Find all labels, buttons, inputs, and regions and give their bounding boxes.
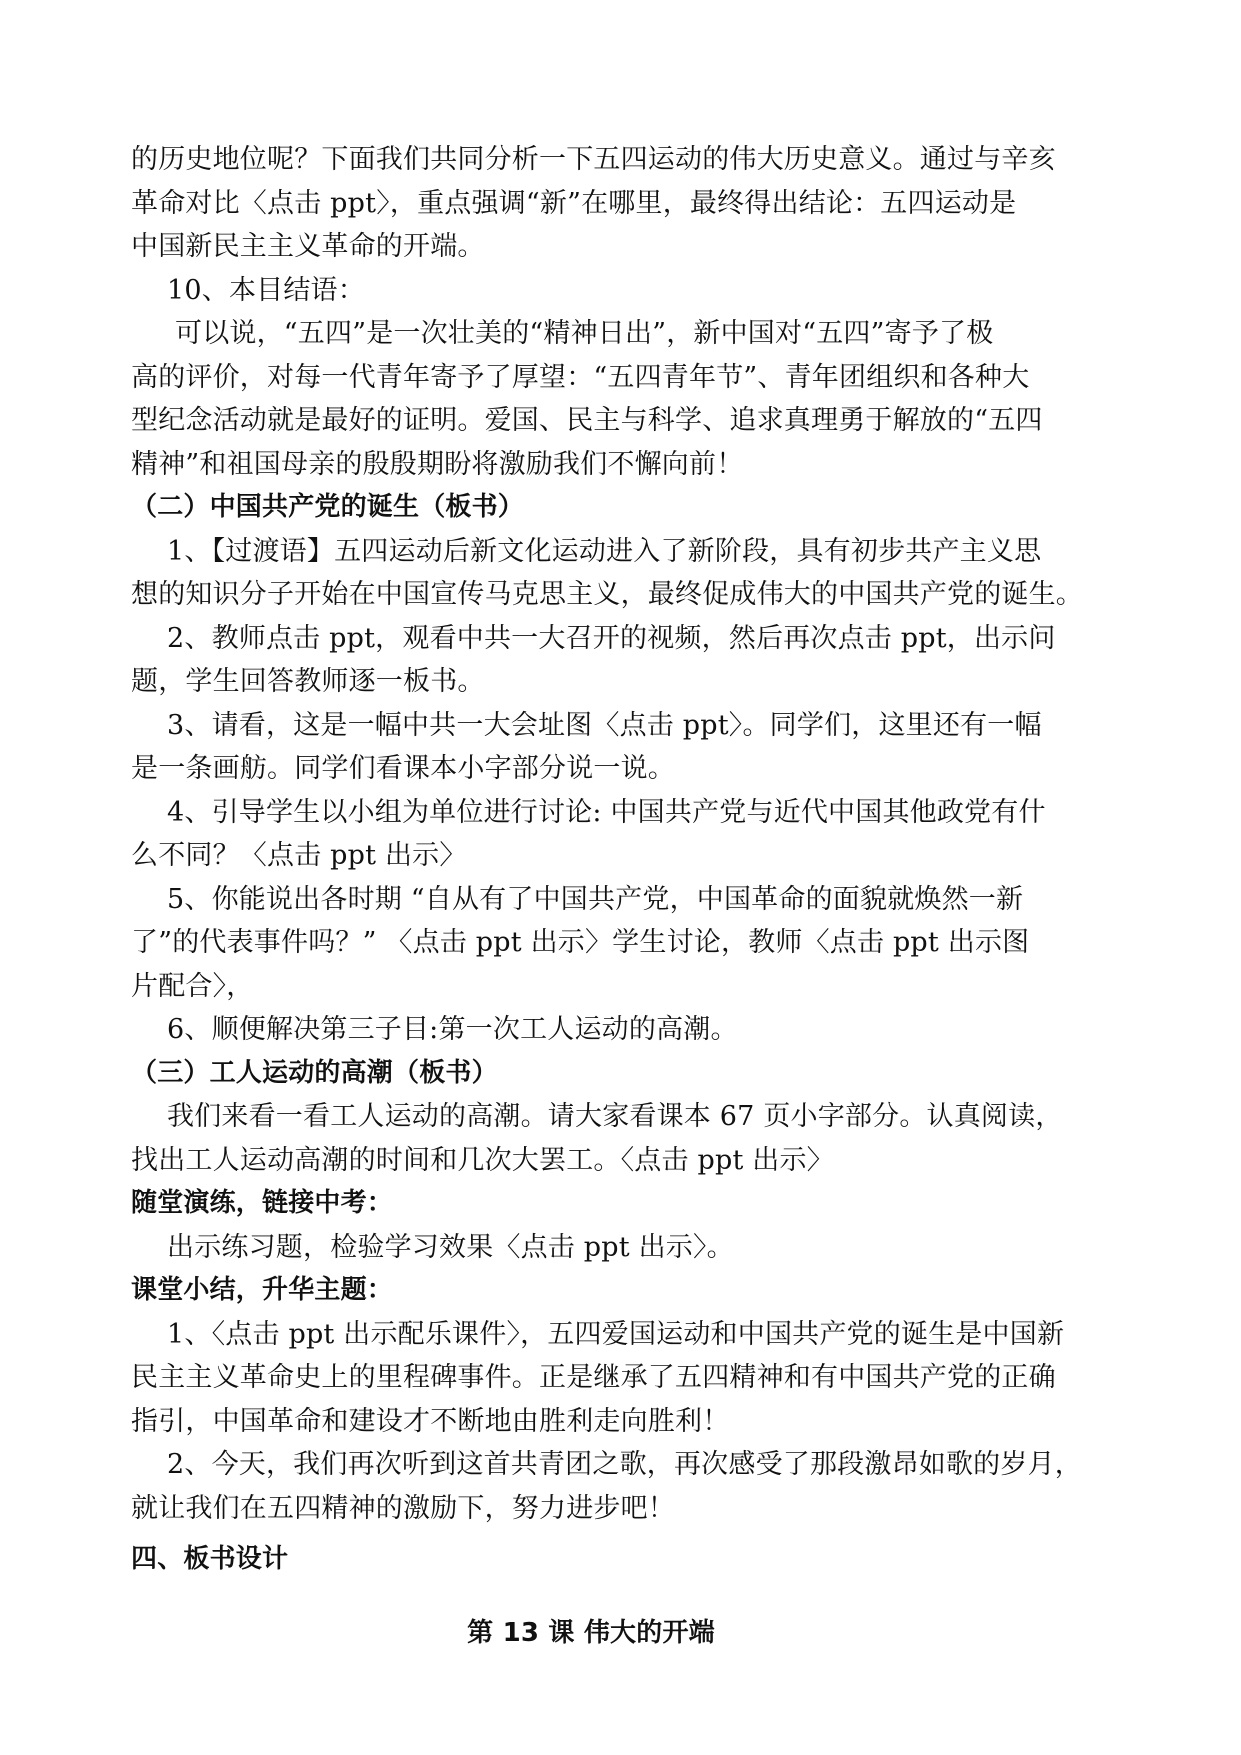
paragraph-line: 高的评价，对每一代青年寄予了厚望：“五四青年节”、青年团组织和各种大 (131, 361, 1030, 393)
paragraph-line: 2、教师点击 ppt，观看中共一大召开的视频，然后再次点击 ppt，出示问 (167, 622, 1056, 654)
section-heading: 四、板书设计 (131, 1544, 289, 1574)
document-page (131, 138, 1111, 1655)
paragraph-line: 指引，中国革命和建设才不断地由胜利走向胜利！ (131, 1405, 730, 1437)
paragraph-line: 片配合〉， (131, 970, 254, 1002)
paragraph-line: 中国新民主主义革命的开端。 (131, 231, 485, 262)
paragraph-line: 6、顺便解决第三子目:第一次工人运动的高潮。 (167, 1014, 738, 1045)
section-heading: 随堂演练，链接中考： (131, 1188, 394, 1218)
paragraph-line: 的历史地位呢？下面我们共同分析一下五四运动的伟大历史意义。通过与辛亥 (131, 144, 1056, 175)
lesson-title: 第 13 课 伟大的开端 (467, 1617, 715, 1648)
paragraph-line: 我们来看一看工人运动的高潮。请大家看课本 67 页小字部分。认真阅读， (167, 1101, 1063, 1132)
section-heading: （二）中国共产党的诞生（板书） (131, 492, 525, 522)
subsection-heading: 10、本目结语： (167, 274, 365, 306)
paragraph-line: 精神”和祖国母亲的殷殷期盼将激励我们不懈向前！ (131, 448, 744, 480)
section-heading: 课堂小结，升华主题： (131, 1275, 394, 1305)
paragraph-line: 找出工人运动高潮的时间和几次大罢工。〈点击 ppt 出示〉 (131, 1144, 834, 1176)
paragraph-line: 3、请看，这是一幅中共一大会址图〈点击 ppt〉。同学们，这里还有一幅 (167, 709, 1042, 741)
paragraph-line: 2、今天，我们再次听到这首共青团之歌，再次感受了那段激昂如歌的岁月， (167, 1449, 1082, 1480)
paragraph-line: 型纪念活动就是最好的证明。爱国、民主与科学、追求真理勇于解放的“五四 (131, 405, 1043, 436)
paragraph-line: 题，学生回答教师逐一板书。 (131, 666, 485, 697)
paragraph-line: 1、【过渡语】五四运动后新文化运动进入了新阶段，具有初步共产主义思 (167, 535, 1042, 567)
paragraph-line: 革命对比〈点击 ppt〉，重点强调“新”在哪里，最终得出结论：五四运动是 (131, 187, 1017, 219)
paragraph-line: 1、〈点击 ppt 出示配乐课件〉，五四爱国运动和中国共产党的诞生是中国新 (167, 1318, 1065, 1350)
paragraph-line: 么不同？〈点击 ppt 出示〉 (131, 840, 467, 871)
paragraph-line: 就让我们在五四精神的激励下，努力进步吧！ (131, 1492, 675, 1524)
paragraph-line: 是一条画舫。同学们看课本小字部分说一说。 (131, 753, 675, 784)
section-heading: （三）工人运动的高潮（板书） (131, 1057, 498, 1088)
paragraph-line: 可以说，“五四”是一次壮美的“精神日出”，新中国对“五四”寄予了极 (175, 318, 994, 349)
paragraph-line: 民主主义革命史上的里程碑事件。正是继承了五四精神和有中国共产党的正确 (131, 1362, 1056, 1393)
paragraph-line: 4、引导学生以小组为单位进行讨论: 中国共产党与近代中国其他政党有什 (167, 796, 1046, 828)
paragraph-line: 了”的代表事件吗？” 〈点击 ppt 出示〉学生讨论，教师〈点击 ppt 出示图 (131, 927, 1030, 958)
paragraph-line: 想的知识分子开始在中国宣传马克思主义，最终促成伟大的中国共产党的诞生。 (131, 579, 1083, 610)
paragraph-line: 出示练习题，检验学习效果〈点击 ppt 出示〉。 (167, 1231, 734, 1263)
paragraph-line: 5、你能说出各时期 “自从有了中国共产党，中国革命的面貌就焕然一新 (167, 883, 1024, 915)
